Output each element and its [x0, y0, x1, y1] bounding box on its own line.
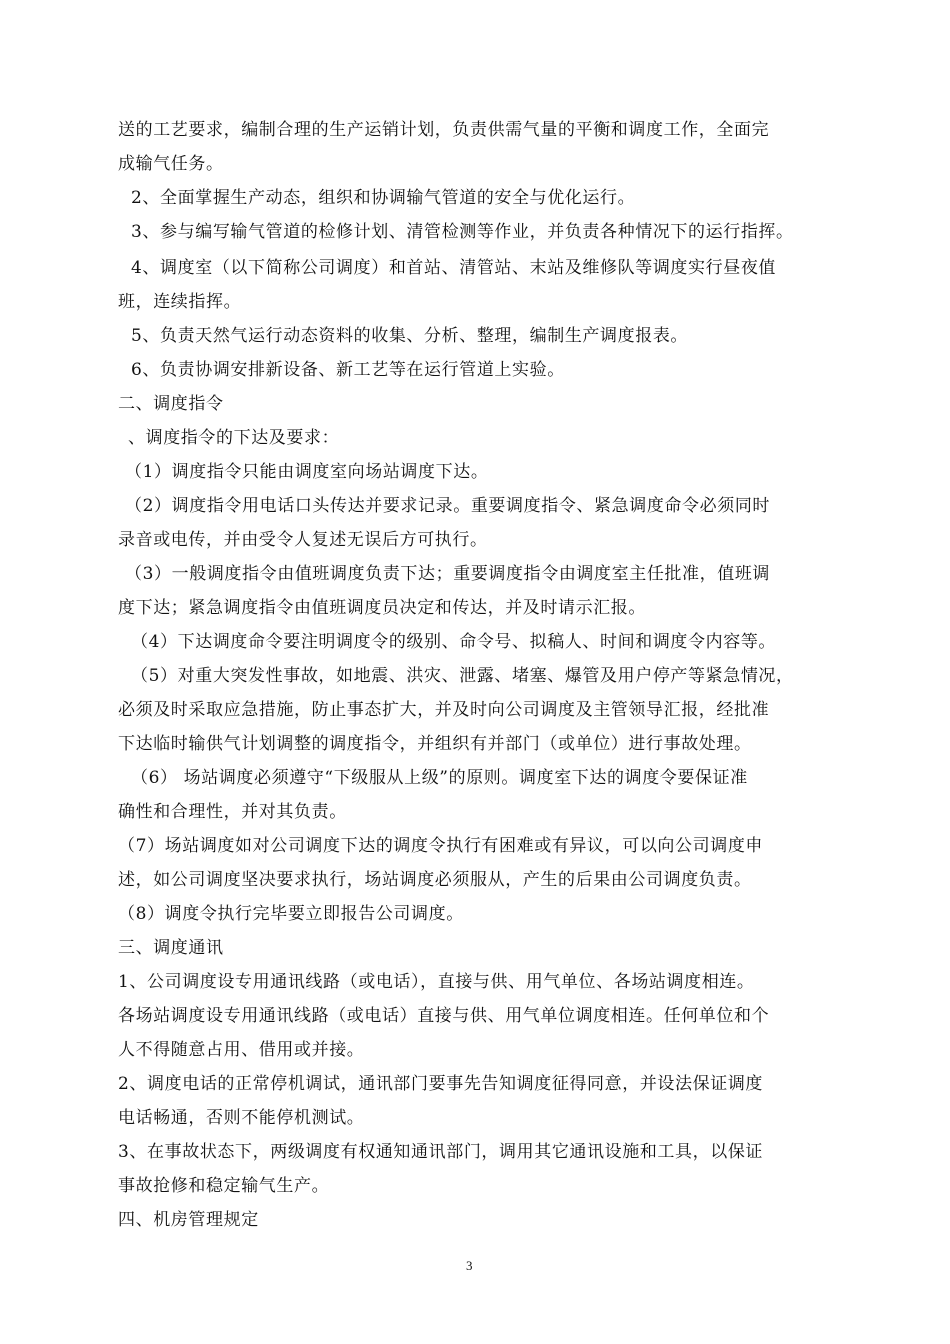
text-line: （3）一般调度指令由值班调度负责下达；重要调度指令由调度室主任批准，值班调 — [125, 564, 771, 584]
text-line: （8）调度令执行完毕要立即报告公司调度。 — [118, 904, 464, 924]
text-line: 、调度指令的下达及要求： — [128, 428, 340, 448]
text-line: 2、全面掌握生产动态，组织和协调输气管道的安全与优化运行。 — [131, 188, 636, 208]
text-line: 确性和合理性，并对其负责。 — [118, 802, 347, 822]
text-line: 度下达；紧急调度指令由值班调度员决定和传达，并及时请示汇报。 — [118, 598, 646, 618]
text-line: 2、调度电话的正常停机调试，通讯部门要事先告知调度征得同意，并设法保证调度 — [118, 1074, 764, 1094]
text-line: （2）调度指令用电话口头传达并要求记录。重要调度指令、紧急调度命令必须同时 — [125, 496, 771, 516]
text-line: 人不得随意占用、借用或并接。 — [118, 1040, 365, 1060]
text-line: 1、公司调度设专用通讯线路（或电话），直接与供、用气单位、各场站调度相连。 — [118, 972, 755, 992]
section-heading: 四、机房管理规定 — [118, 1210, 259, 1230]
text-line: 电话畅通，否则不能停机测试。 — [118, 1108, 365, 1128]
text-line: 3、在事故状态下，两级调度有权通知通讯部门，调用其它通讯设施和工具，以保证 — [118, 1142, 764, 1162]
text-line: 录音或电传，并由受令人复述无误后方可执行。 — [118, 530, 488, 550]
text-line: 4、调度室（以下简称公司调度）和首站、清管站、末站及维修队等调度实行昼夜值 — [131, 258, 777, 278]
text-line: （7）场站调度如对公司调度下达的调度令执行有困难或有异议，可以向公司调度申 — [118, 836, 764, 856]
text-line: 6、负责协调安排新设备、新工艺等在运行管道上实验。 — [131, 360, 565, 380]
text-line: （6） 场站调度必须遵守“下级服从上级”的原则。调度室下达的调度令要保证准 — [131, 768, 748, 788]
text-line: 班，连续指挥。 — [118, 292, 242, 312]
text-line: 成输气任务。 — [118, 154, 224, 174]
text-line: 送的工艺要求，编制合理的生产运销计划，负责供需气量的平衡和调度工作，全面完 — [118, 120, 770, 140]
text-line: 事故抢修和稳定输气生产。 — [118, 1176, 330, 1196]
text-line: 述，如公司调度坚决要求执行，场站调度必须服从，产生的后果由公司调度负责。 — [118, 870, 752, 890]
section-heading: 二、调度指令 — [118, 394, 224, 414]
page-number: 3 — [466, 1258, 473, 1273]
text-line: （1）调度指令只能由调度室向场站调度下达。 — [125, 462, 489, 482]
text-line: （4）下达调度命令要注明调度令的级别、命令号、拟稿人、时间和调度令内容等。 — [131, 632, 777, 652]
section-heading: 三、调度通讯 — [118, 938, 224, 958]
text-line: 各场站调度设专用通讯线路（或电话）直接与供、用气单位调度相连。任何单位和个 — [118, 1006, 770, 1026]
text-line: 下达临时输供气计划调整的调度指令，并组织有并部门（或单位）进行事故处理。 — [118, 734, 752, 754]
text-line: 3、参与编写输气管道的检修计划、清管检测等作业，并负责各种情况下的运行指挥。 — [131, 222, 794, 242]
text-line: 5、负责天然气运行动态资料的收集、分析、整理，编制生产调度报表。 — [131, 326, 689, 346]
text-line: （5）对重大突发性事故，如地震、洪灾、泄露、堵塞、爆管及用户停产等紧急情况， — [131, 666, 794, 686]
text-line: 必须及时采取应急措施，防止事态扩大，并及时向公司调度及主管领导汇报，经批准 — [118, 700, 770, 720]
